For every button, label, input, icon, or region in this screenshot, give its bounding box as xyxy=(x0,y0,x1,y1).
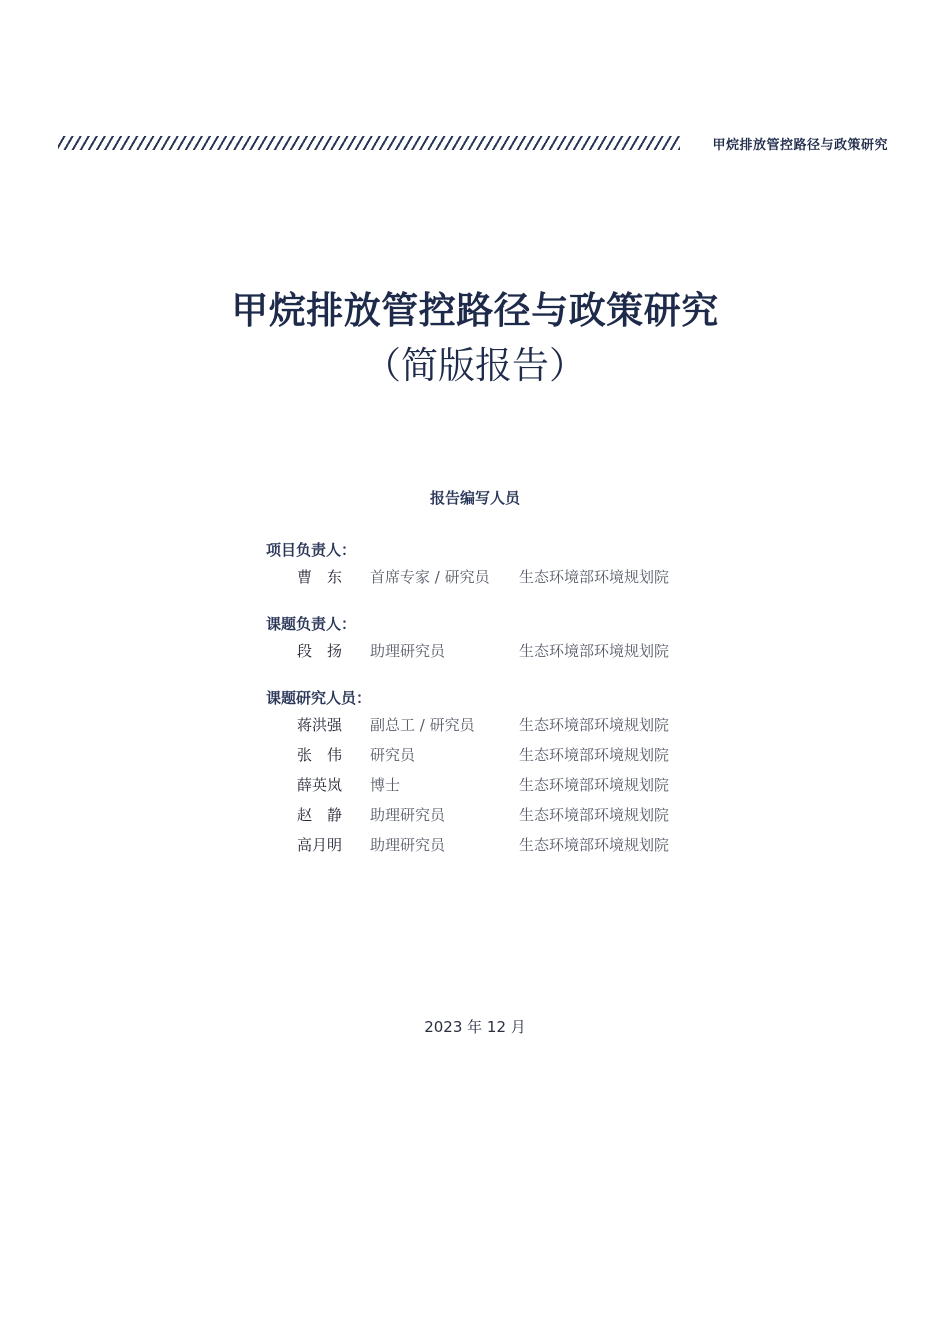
author-row xyxy=(266,636,726,666)
author-row xyxy=(266,800,726,830)
group-label-researchers: 课题研究人员： xyxy=(266,689,372,707)
author-name: 高月明 xyxy=(297,836,343,854)
author-title: 助理研究员 xyxy=(370,806,446,824)
author-name: 曹 东 xyxy=(297,568,343,586)
author-row xyxy=(266,770,726,800)
header-stripe-decoration xyxy=(58,136,680,150)
author-row xyxy=(266,562,726,592)
author-title: 博士 xyxy=(370,776,401,794)
report-subtitle: （简版报告） xyxy=(364,344,586,387)
author-org: 生态环境部环境规划院 xyxy=(519,746,670,764)
author-title: 助理研究员 xyxy=(370,642,446,660)
author-name: 蒋洪强 xyxy=(297,716,343,734)
author-org: 生态环境部环境规划院 xyxy=(519,776,670,794)
author-title: 首席专家 / 研究员 xyxy=(370,568,490,586)
report-title: 甲烷排放管控路径与政策研究 xyxy=(231,289,719,332)
group-label-topic-lead: 课题负责人： xyxy=(266,615,357,633)
author-org: 生态环境部环境规划院 xyxy=(519,836,670,854)
author-org: 生态环境部环境规划院 xyxy=(519,806,670,824)
author-org: 生态环境部环境规划院 xyxy=(519,568,670,586)
author-org: 生态环境部环境规划院 xyxy=(519,716,670,734)
author-title: 副总工 / 研究员 xyxy=(370,716,475,734)
author-name: 段 扬 xyxy=(297,642,343,660)
authors-heading: 报告编写人员 xyxy=(429,489,520,507)
group-label-project-lead: 项目负责人： xyxy=(266,541,357,559)
author-name: 张 伟 xyxy=(297,746,343,764)
author-name: 薛英岚 xyxy=(297,776,343,794)
author-row xyxy=(266,740,726,770)
author-row xyxy=(266,830,726,860)
author-row xyxy=(266,710,726,740)
report-date: 2023 年 12 月 xyxy=(424,1018,526,1036)
author-title: 助理研究员 xyxy=(370,836,446,854)
authors-list xyxy=(266,540,726,860)
running-header-title: 甲烷排放管控路径与政策研究 xyxy=(712,138,888,153)
author-title: 研究员 xyxy=(370,746,416,764)
author-name: 赵 静 xyxy=(297,806,343,824)
author-org: 生态环境部环境规划院 xyxy=(519,642,670,660)
